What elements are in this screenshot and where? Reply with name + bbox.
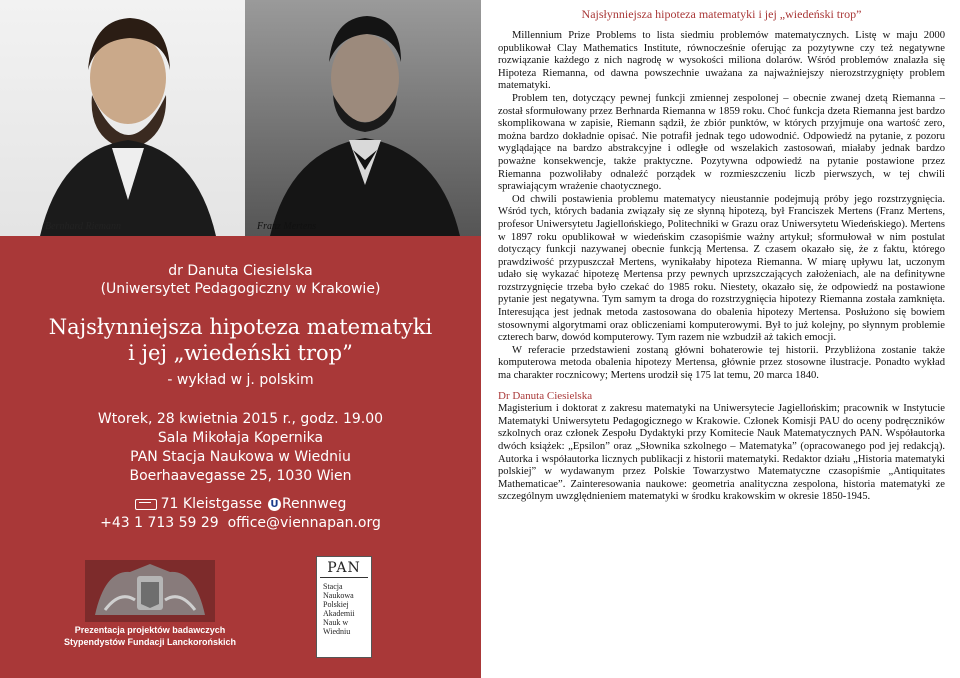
bio-heading: Dr Danuta Ciesielska — [498, 389, 593, 402]
tram-stop: 71 Kleistgasse — [160, 496, 262, 512]
riemann-caption: Bernhard Riemann — [45, 221, 122, 232]
article-paragraph-2: Problem ten, dotyczący pewnej funkcji zmiennej zespolonej – obecnie zwanej dzetą Riemanna – został sformułowany przez Berhnarda Riemanna w 1859 roku. Choć funkcja dzeta Riemanna jest bardzo skomplikowana w zapisie, Riemann sądził, że zbiór punktów, w których przyjmuje ona wartość zero, można bardzo dokładnie opisać. Nie potrafił jednak tego udowodnić. Odpowiedź na pytanie, z pozoru wyglądające na bardzo abstrakcyjne i odległe od wszelakich zastosowań, miałaby jednak bardzo poważne konsekwencje, także praktyczne. Pozytywna odpowiedź na pytanie postawione przez Riemanna pozwoliłaby odnaleźć porządek w rozmieszczeniu liczb pierwszych, w tej chwili sprawiającym wrażenie chaotycznego. — [498, 92, 945, 193]
pan-logo-mark: PAN — [320, 560, 368, 578]
language-note: - wykład w j. polskim — [167, 372, 314, 388]
article-paragraph-4: W referacie przedstawieni zostaną główni bohaterowie tej historii. Przybliżona zostanie także komputerowa metoda obalenia hipotezy Mertensa, głównie przez stosowne ilustracje. Ponadto wykład ma charakter rocznicowy; Mertens urodził się 175 lat temu, 20 marca 1840. — [498, 344, 945, 382]
tram-icon — [135, 499, 157, 510]
speaker-name: dr Danuta Ciesielska — [168, 263, 313, 279]
mertens-caption: Franz Mertens — [257, 221, 317, 232]
article-title: Najsłynniejsza hipoteza matematyki i jej „wiedeński trop” — [581, 7, 862, 21]
foundation-caption — [0, 624, 300, 648]
bio-text: Magisterium i doktorat z zakresu matematyki na Uniwersytecie Jagiellońskim; pracownik w Instytucie Matematyki Uniwersytetu Pedagogicznego w Krakowie. Członek Komisji PAU do oceny podręczników szkolnych oraz członek Zespołu Dydaktyki przy Komitecie Nauk Matematycznych PAN. Współautorka dwóch książek: „Epsilon” oraz „Słownika szkolnego – Matematyka” (opracowanego pod jej redakcją). Autorka i współautorka licznych publikacji z historii matematyki. Redaktor działu „Historia matematyki polskiej” w wydawanym przez Polskie Towarzystwo Matematyczne czasopiśmie „Antiquitates Mathematicae”. Zainteresowania naukowe: geometria analityczna zespolona, historia matematyki ze szczególnym uwzględnieniem matematyki w środku krakowskim w okresie 1850-1945. — [498, 403, 945, 503]
article-paragraph-1: Millennium Prize Problems to lista siedmiu problemów matematycznych. Listę w maju 2000 opublikował Clay Mathematics Institute, równocześnie oferując za pozytywne czy też negatywne rozwiązanie każdego z nich nagrodę w wysokości miliona dolarów. Wśród problemów znalazła się Hipoteza Riemanna, od dawna powszechnie uważana za najważniejszy nierozstrzygnięty problem matematyki. — [498, 30, 945, 92]
poster-title — [0, 314, 481, 366]
pan-logo-text: Stacja Naukowa Polskiej Akademii Nauk w Wiedniu — [323, 582, 355, 636]
mertens-photo-icon — [245, 0, 481, 236]
speaker-block — [0, 262, 481, 298]
article-body — [498, 30, 945, 504]
riemann-portrait — [0, 0, 245, 236]
riemann-photo-icon — [0, 0, 245, 236]
phone-number: +43 1 713 59 29 — [100, 515, 219, 531]
foundation-line1: Prezentacja projektów badawczych — [74, 625, 226, 635]
event-date: Wtorek, 28 kwietnia 2015 r., godz. 19.00 — [97, 411, 384, 427]
event-details — [0, 410, 481, 486]
mertens-portrait — [245, 0, 481, 236]
ubahn-icon: U — [268, 498, 281, 511]
contact-line — [0, 514, 481, 533]
lanckoronski-crest-icon — [85, 560, 215, 622]
foundation-line2: Stypendystów Fundacji Lanckorońskich — [63, 637, 237, 647]
poster-title-line2: i jej „wiedeński trop” — [128, 341, 353, 365]
email-link[interactable]: office@viennapan.org — [227, 515, 381, 531]
event-room: Sala Mikołaja Kopernika — [157, 430, 324, 446]
event-address: Boerhaavegasse 25, 1030 Wien — [129, 468, 352, 484]
ubahn-stop: Rennweg — [281, 496, 347, 512]
contact-block — [0, 495, 481, 533]
transit-line — [0, 495, 481, 514]
pan-logo — [316, 556, 372, 658]
article-paragraph-3: Od chwili postawienia problemu matematycy nieustannie podejmują próby jego rozstrzygnięcia. Wśród tych, których badania związały się ze słynną hipotezą, był Franciszek Mertens (Franz Mertens, profesor Uniwersytetu Jagiellońskiego, Politechniki w Grazu oraz Uniwersytetu Wiedeńskiego). Mertens w 1897 roku opublikował w wiedeńskim czasopiśmie ważny artykuł; sformułował w nim postulat dotyczący funkcji nazywanej obecnie funkcją Mertensa. Z czasem okazało się, że z faktu, którego prawdziwość przypuszczał Mertens, wynikałaby hipoteza Riemanna. W miarę upływu lat, uczonym udało się wykazać hipotezę Mertensa przy pewnych uprzszczających założeniach, ale na definitywne rozstrzygnięcie trzeba było czekać do 1985 roku. Niestety, okazało się, że odpowiedź na postawione pytanie jest negatywna. Tym samym ta droga do rozstrzygnięcia hipotezy Riemanna została zamknięta. Interesująca jest jednak metoda zastosowana do obalenia hipotezy Mertensa. Posłużono się bowiem stosownymi algorytmami oraz obliczeniami komputerowymi. Był to już kolejny, po słynnym problemie czterech barw, dowód komputerowy. Tym razem nie wzbudził aż takich emocji. — [498, 193, 945, 344]
speaker-affiliation: (Uniwersytet Pedagogiczny w Krakowie) — [100, 281, 381, 297]
event-institution: PAN Stacja Naukowa w Wiedniu — [130, 449, 351, 465]
poster-title-line1: Najsłynniejsza hipoteza matematyki — [48, 315, 433, 339]
